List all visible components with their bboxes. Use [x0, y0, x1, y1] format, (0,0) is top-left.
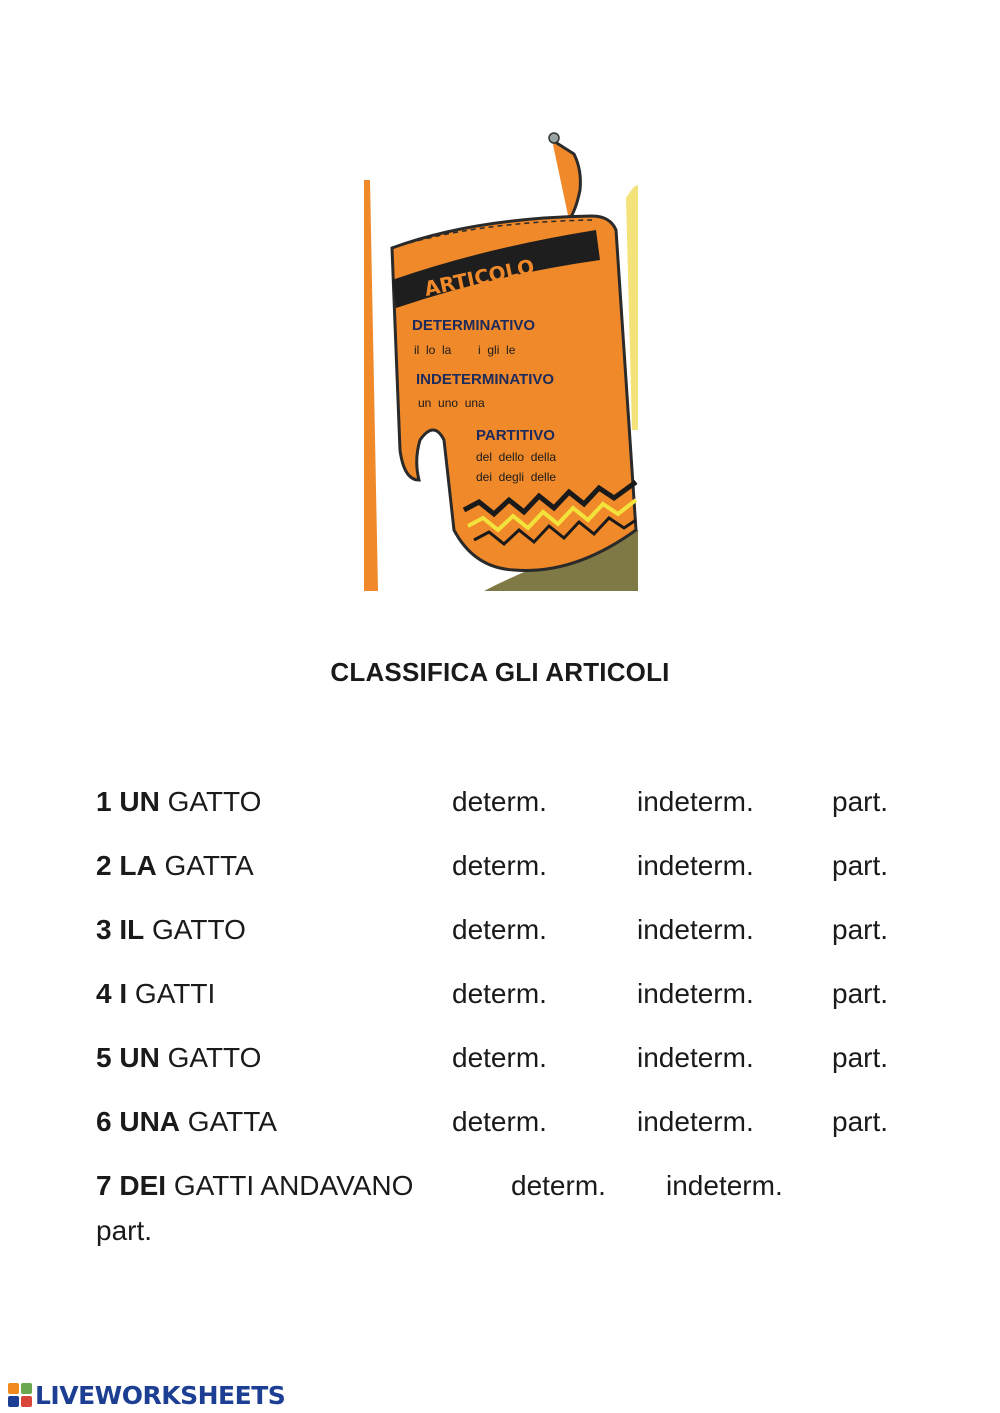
exercise-row	[0, 1042, 1000, 1082]
exercise-row	[0, 1106, 1000, 1146]
item-number-article: 1 UN	[96, 786, 160, 817]
item-noun: GATTO	[167, 1042, 262, 1073]
mitt-section-determinativo: DETERMINATIVO	[412, 317, 536, 334]
hook-icon	[549, 133, 559, 143]
exercise-row	[0, 978, 1000, 1018]
item-label	[96, 1106, 277, 1138]
option-indeterm[interactable]: indeterm.	[637, 786, 754, 817]
option-indeterm[interactable]: indeterm.	[637, 914, 754, 945]
option-determ[interactable]: determ.	[511, 1170, 606, 1201]
option-indeterm[interactable]: indeterm.	[637, 1042, 754, 1073]
exercise-row	[0, 786, 1000, 826]
item-label	[96, 786, 261, 818]
item-label	[96, 1170, 413, 1202]
option-determ[interactable]: determ.	[452, 978, 547, 1009]
option-determ[interactable]: determ.	[452, 1042, 547, 1073]
item-label	[96, 1042, 261, 1074]
option-determ[interactable]: determ.	[452, 914, 547, 945]
option-part[interactable]: part.	[832, 850, 889, 881]
liveworksheets-logo-icon	[8, 1383, 32, 1407]
option-indeterm[interactable]: indeterm.	[666, 1170, 783, 1201]
item-number-article: 2 LA	[96, 850, 157, 881]
mitt-heading: ARTICOLO	[422, 254, 537, 301]
item-noun: GATTI	[134, 978, 216, 1009]
item-label	[96, 850, 254, 882]
item-noun: GATTO	[167, 786, 262, 817]
option-determ[interactable]: determ.	[452, 786, 547, 817]
option-part[interactable]: part.	[832, 1042, 889, 1073]
item-number-article: 3 IL	[96, 914, 145, 945]
mitt-articles-indeterminativo: un uno una	[418, 396, 485, 410]
option-part[interactable]: part.	[832, 914, 889, 945]
mitt-articles-partitivo-2: dei degli delle	[476, 470, 557, 484]
option-part[interactable]: part.	[96, 1215, 153, 1246]
mitt-section-partitivo: PARTITIVO	[476, 427, 555, 444]
exercise-row	[0, 850, 1000, 890]
option-indeterm[interactable]: indeterm.	[637, 1106, 754, 1137]
option-determ[interactable]: determ.	[452, 850, 547, 881]
item-noun: GATTA	[164, 850, 254, 881]
item-label	[96, 978, 215, 1010]
item-noun: GATTA	[187, 1106, 277, 1137]
option-part[interactable]: part.	[832, 978, 889, 1009]
mitt-articles-determinativo: il lo la i gli le	[414, 343, 516, 357]
option-indeterm[interactable]: indeterm.	[637, 850, 754, 881]
item-number-article: 6 UNA	[96, 1106, 181, 1137]
item-noun: GATTO	[152, 914, 246, 945]
articolo-mitt-illustration	[364, 130, 638, 591]
item-number-article: 5 UN	[96, 1042, 160, 1073]
item-number-article: 4 I	[96, 978, 128, 1009]
exercise-row	[0, 1170, 1000, 1210]
item-number-article: 7 DEI	[96, 1170, 167, 1201]
option-part[interactable]: part.	[832, 1106, 889, 1137]
option-indeterm[interactable]: indeterm.	[637, 978, 754, 1009]
option-determ[interactable]: determ.	[452, 1106, 547, 1137]
exercise-row	[0, 914, 1000, 954]
option-part[interactable]: part.	[832, 786, 889, 817]
brand-name: LIVEWORKSHEETS	[35, 1381, 286, 1410]
item-noun: GATTI ANDAVANO	[173, 1170, 414, 1201]
page-title: CLASSIFICA GLI ARTICOLI	[330, 657, 670, 687]
mitt-section-indeterminativo: INDETERMINATIVO	[416, 371, 555, 388]
mitt-articles-partitivo-1: del dello della	[476, 450, 557, 464]
item-label	[96, 914, 246, 946]
